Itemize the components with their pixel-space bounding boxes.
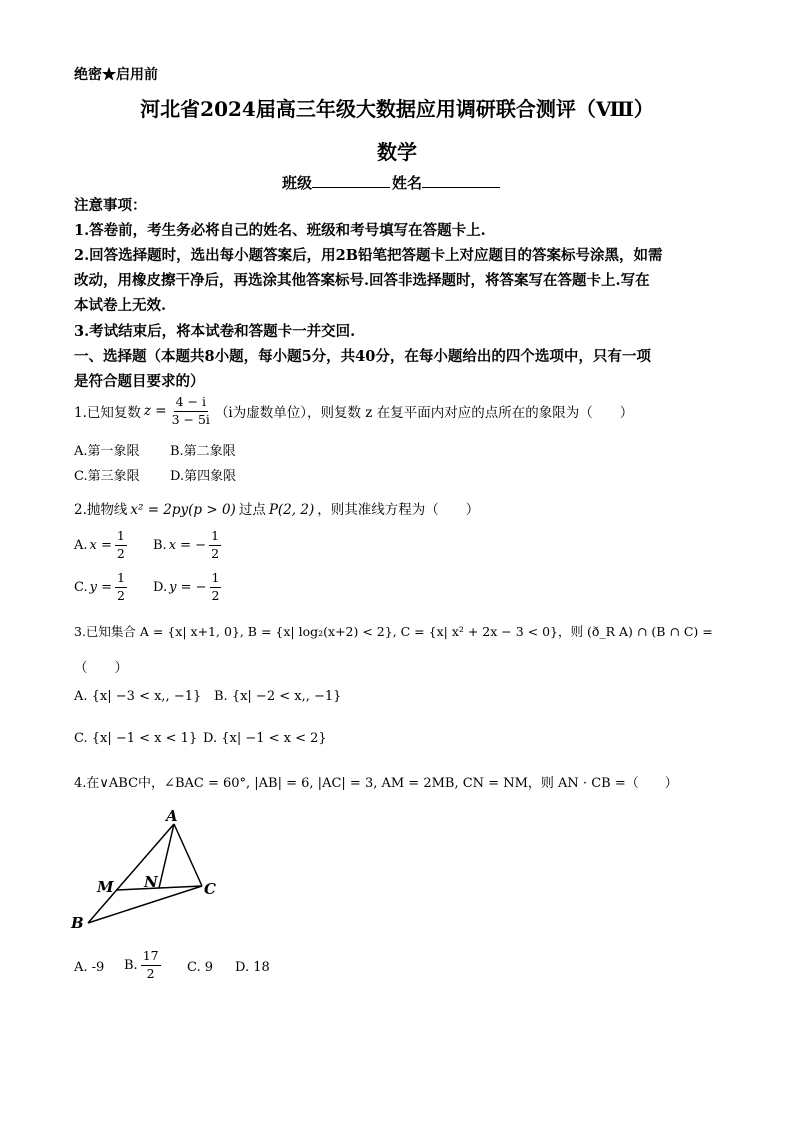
edge-ab	[88, 824, 174, 923]
name-label: 姓名	[392, 174, 423, 192]
q2-option-d-var: y = −	[169, 579, 207, 595]
q2-option-b-var: x = −	[168, 537, 207, 553]
q1-option-d[interactable]: D.第四象限	[170, 469, 237, 484]
q3-option-b[interactable]: B. {x| −2 < x,, −1}	[214, 689, 342, 704]
q2-option-c[interactable]	[74, 572, 130, 602]
q3-paren: （ ）	[74, 660, 128, 676]
question-3: 3.已知集合 A = {x| x+1, 0}, B = {x| log₂(x+2) < 2}, C = {x| x² + 2x − 3 < 0}，则 (ð_R A) ∩ (B ∩ C) =	[74, 624, 713, 639]
triangle-figure	[66, 806, 236, 936]
notice-item-2-line-2: 改动，用橡皮擦干净后，再选涂其他答案标号.回答非选择题时，将答案写在答题卡上.写在	[74, 272, 650, 289]
class-label: 班级	[282, 174, 313, 192]
q2-d-num: 1	[210, 572, 222, 588]
q2-suffix: ，则其准线方程为（ ）	[317, 502, 480, 518]
q4-option-b[interactable]	[124, 950, 164, 980]
q1-var: z =	[143, 403, 167, 419]
q4-option-d[interactable]: D. 18	[235, 960, 270, 975]
q2-option-d-fraction	[210, 572, 222, 602]
q4-b-num: 17	[141, 950, 161, 966]
q2-option-c-fraction	[115, 572, 127, 602]
q1-option-c[interactable]: C.第三象限	[74, 469, 140, 484]
q2-option-a[interactable]	[74, 530, 130, 560]
notice-item-1: 1.答卷前，考生务必将自己的姓名、班级和考号填写在答题卡上.	[74, 222, 486, 239]
q4-option-b-fraction	[141, 950, 161, 980]
q2-option-d-label: D.	[153, 579, 168, 595]
q1-denominator: 3 − 5i	[171, 411, 210, 427]
q2-option-b-fraction	[209, 530, 221, 560]
q2-equation: x² = 2py(p > 0)	[130, 502, 236, 518]
q3-option-d[interactable]: D. {x| −1 < x < 2}	[203, 731, 327, 746]
label-b: B	[71, 914, 84, 932]
notice-item-2-line-3: 本试卷上无效.	[74, 297, 167, 314]
q2-point: P(2, 2)	[268, 502, 315, 518]
q2-c-num: 1	[115, 572, 127, 588]
q2-option-c-var: y =	[89, 579, 112, 595]
q4-option-a[interactable]: A. -9	[74, 960, 105, 975]
q2-mid: 过点	[238, 502, 266, 518]
notice-item-3: 3.考试结束后，将本试卷和答题卡一并交回.	[74, 323, 356, 340]
q2-option-a-label: A.	[74, 537, 88, 553]
q2-b-num: 1	[209, 530, 221, 546]
q3-option-a[interactable]: A. {x| −3 < x,, −1}	[74, 689, 202, 704]
label-a: A	[166, 807, 178, 825]
q4-option-b-label: B.	[124, 957, 138, 973]
q2-b-den: 2	[211, 545, 220, 561]
q2-a-den: 2	[116, 545, 125, 561]
label-c: C	[204, 880, 216, 898]
edge-ac	[174, 824, 202, 886]
label-m: M	[97, 878, 114, 896]
question-4: 4.在∨ABC中，∠BAC = 60°, |AB| = 6, |AC| = 3, AM = 2MB, CN = NM，则 AN · CB =（ ）	[74, 776, 678, 791]
q1-option-a[interactable]: A.第一象限	[74, 444, 140, 459]
q1-suffix: （i为虚数单位），则复数 z 在复平面内对应的点所在的象限为（ ）	[214, 405, 634, 421]
q2-prefix: 2.抛物线	[74, 502, 128, 518]
q1-option-b[interactable]: B.第二象限	[170, 444, 236, 459]
notice-heading: 注意事项：	[74, 197, 147, 214]
class-name-line	[282, 172, 502, 193]
q3-option-c[interactable]: C. {x| −1 < x < 1}	[74, 731, 198, 746]
label-n: N	[144, 873, 158, 891]
confidential-mark: 绝密★启用前	[74, 67, 158, 83]
q1-fraction	[170, 396, 212, 426]
q2-option-c-label: C.	[74, 579, 88, 595]
question-1	[74, 396, 633, 426]
q4-b-den: 2	[146, 965, 155, 981]
q2-option-b[interactable]	[153, 530, 224, 560]
q4-option-c[interactable]: C. 9	[187, 960, 214, 975]
q2-c-den: 2	[117, 587, 125, 603]
question-2	[74, 498, 479, 518]
section-heading-line-2: 是符合题目要求的）	[74, 373, 205, 390]
notice-item-2-line-1: 2.回答选择题时，选出每小题答案后，用2B铅笔把答题卡上对应题目的答案标号涂黑，如需	[74, 247, 663, 264]
q2-option-a-fraction	[115, 530, 127, 560]
q2-option-a-var: x =	[89, 537, 112, 553]
class-blank	[312, 173, 390, 188]
q2-option-d[interactable]	[153, 572, 224, 602]
q2-d-den: 2	[211, 587, 220, 603]
q2-a-num: 1	[115, 530, 127, 546]
q1-prefix: 1.已知复数	[74, 405, 141, 421]
subject-title: 数学	[377, 140, 417, 164]
exam-title: 河北省2024届高三年级大数据应用调研联合测评（Ⅷ）	[140, 97, 654, 121]
q2-option-b-label: B.	[153, 537, 167, 553]
name-blank	[422, 173, 500, 188]
q1-numerator: 4 − i	[174, 396, 208, 412]
section-heading-line-1: 一、选择题（本题共8小题，每小题5分，共40分，在每小题给出的四个选项中，只有一项	[74, 348, 651, 365]
